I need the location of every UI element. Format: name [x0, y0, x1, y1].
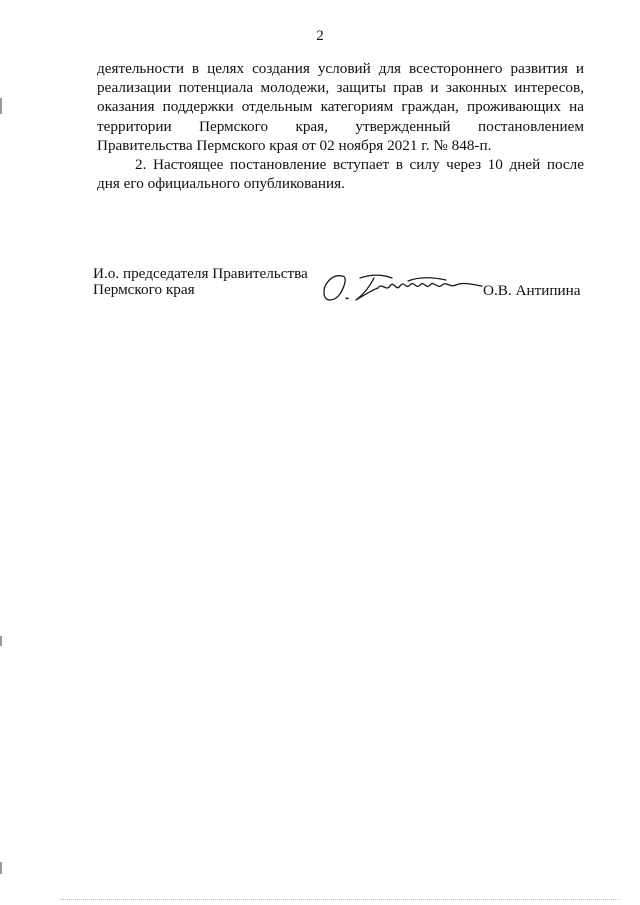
page-number: 2: [316, 28, 324, 44]
scan-artifact-left-2: [0, 636, 2, 646]
scan-artifact-bottom: [60, 899, 620, 901]
scan-artifact-left-1: [0, 98, 2, 114]
signer-title-line-2: Пермского края: [93, 281, 195, 298]
document-body: [97, 59, 584, 193]
paragraph-effective-date: 2. Настоящее постановление вступает в силу через 10 дней после дня его официального опубликования.: [97, 156, 584, 193]
paragraph-continuation: деятельности в целях создания условий для всестороннего развития и реализации потенциала молодежи, защиты прав и законных интересов, оказания поддержки отдельным категориям граждан, проживающих на территории Пермского края, утвержденный постановлением Правительства Пермского края от 02 ноября 2021 г. № 848-п.: [97, 60, 584, 154]
handwritten-signature: [320, 268, 490, 308]
signer-title-line-1: И.о. председателя Правительства: [93, 265, 308, 282]
signer-name: О.В. Антипина: [483, 282, 581, 299]
scan-artifact-left-3: [0, 862, 2, 874]
signer-title: [93, 266, 308, 298]
